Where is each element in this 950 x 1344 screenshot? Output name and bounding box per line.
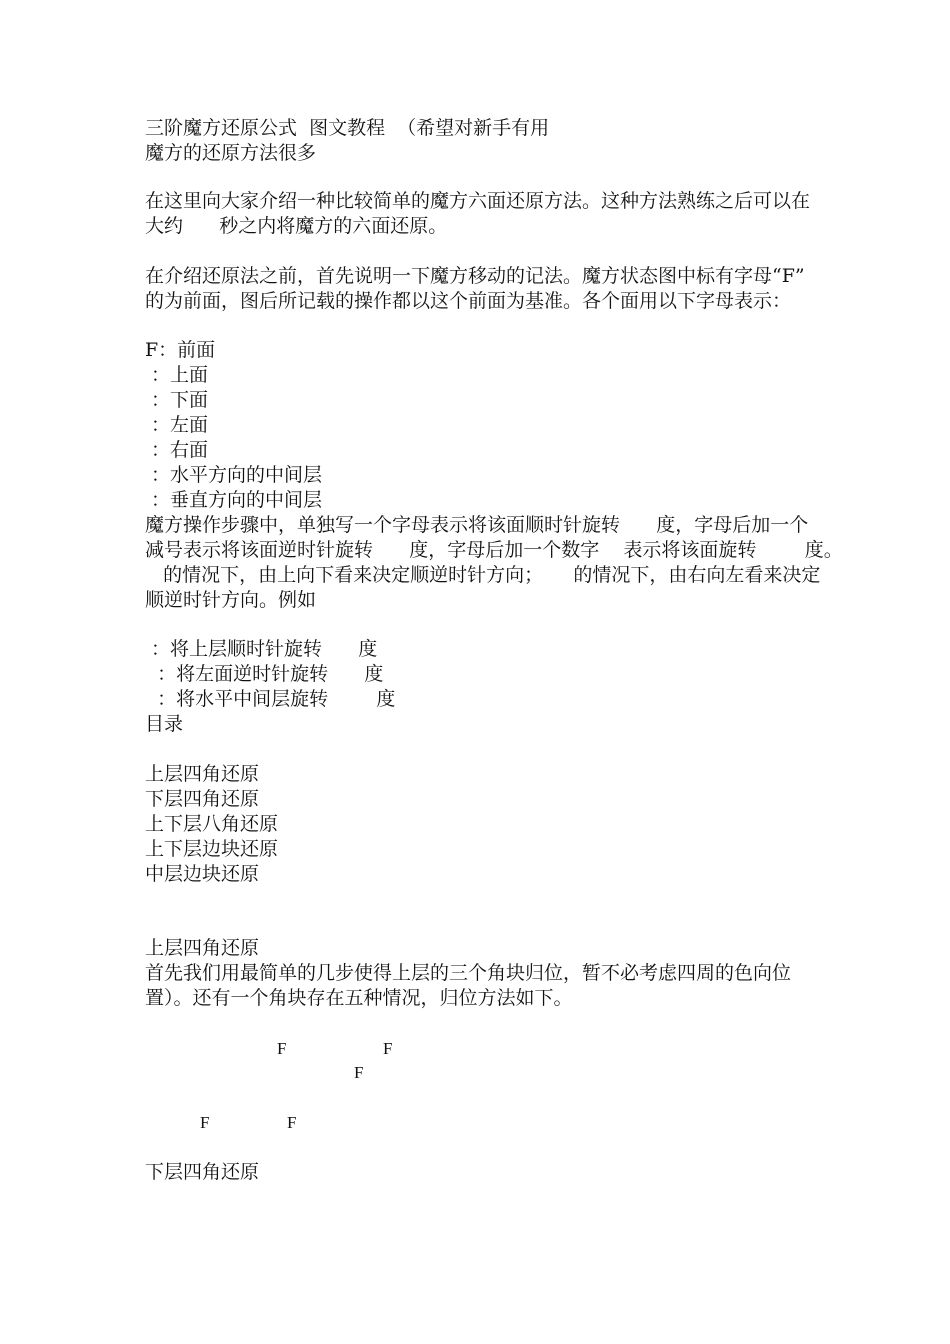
page-title: 三阶魔方还原公式 图文教程 （希望对新手有用 xyxy=(145,117,550,139)
operation-line: 魔方操作步骤中，单独写一个字母表示将该面顺时针旋转 度，字母后加一个 xyxy=(145,514,809,536)
example-item: ：将水平中间层旋转 度 xyxy=(145,688,396,710)
page-subtitle: 魔方的还原方法很多 xyxy=(145,142,317,164)
section-heading: 下层四角还原 xyxy=(145,1161,260,1183)
toc-heading: 目录 xyxy=(145,713,184,735)
section-line: 首先我们用最简单的几步使得上层的三个角块归位，暂不必考虑四周的色向位 xyxy=(145,962,792,984)
operation-line: 减号表示将该面逆时针旋转 度，字母后加一个数字 表示将该面旋转 度。 xyxy=(145,539,843,561)
diagram-face-label: F xyxy=(287,1113,297,1132)
face-item: ：下面 xyxy=(145,389,209,411)
toc-item: 中层边块还原 xyxy=(145,863,260,885)
diagram-face-label: F xyxy=(354,1063,364,1082)
example-item: ：将上层顺时针旋转 度 xyxy=(145,638,378,660)
intro-line: 大约 秒之内将魔方的六面还原。 xyxy=(145,215,448,237)
diagram-face-label: F xyxy=(277,1039,287,1058)
operation-line: 顺逆时针方向。例如 xyxy=(145,589,317,611)
notation-line: 的为前面，图后所记载的操作都以这个前面为基准。各个面用以下字母表示： xyxy=(145,290,792,312)
operation-line: 的情况下，由上向下看来决定顺逆时针方向； 的情况下，由右向左看来决定 xyxy=(145,564,821,586)
notation-line: 在介绍还原法之前，首先说明一下魔方移动的记法。魔方状态图中标有字母“F” xyxy=(145,265,805,287)
section-line: 置）。还有一个角块存在五种情况，归位方法如下。 xyxy=(145,987,573,1009)
face-item: ：上面 xyxy=(145,364,209,386)
diagram-face-label: F xyxy=(383,1039,393,1058)
face-item: ：水平方向的中间层 xyxy=(145,464,323,486)
face-item: F：前面 xyxy=(145,339,216,361)
face-item: ：左面 xyxy=(145,414,209,436)
toc-item: 上层四角还原 xyxy=(145,763,260,785)
face-item: ：右面 xyxy=(145,439,209,461)
toc-item: 上下层边块还原 xyxy=(145,838,279,860)
toc-item: 下层四角还原 xyxy=(145,788,260,810)
toc-item: 上下层八角还原 xyxy=(145,813,279,835)
section-heading: 上层四角还原 xyxy=(145,937,260,959)
diagram-face-label: F xyxy=(200,1113,210,1132)
face-item: ：垂直方向的中间层 xyxy=(145,489,323,511)
intro-line: 在这里向大家介绍一种比较简单的魔方六面还原方法。这种方法熟练之后可以在 xyxy=(145,190,811,212)
example-item: ：将左面逆时针旋转 度 xyxy=(145,663,384,685)
